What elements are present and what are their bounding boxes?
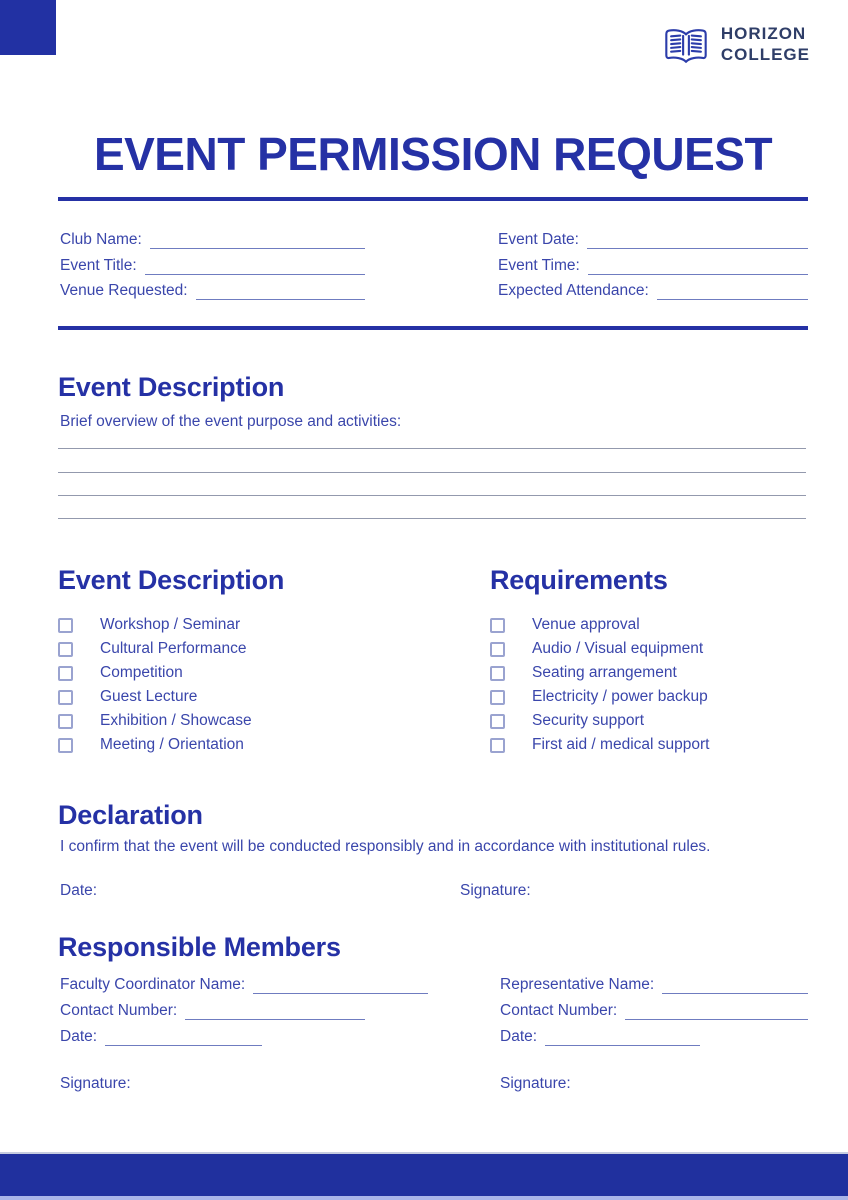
section-divider [58,326,808,330]
checkbox-label: Workshop / Seminar [100,616,241,633]
field-label: Expected Attendance: [498,282,649,299]
representative-column [500,976,808,1054]
checkbox-label: Cultural Performance [100,640,247,657]
field-label: Faculty Coordinator Name: [60,976,246,993]
checkbox-label: Competition [100,664,183,681]
checkbox[interactable] [490,642,505,657]
description-write-area [58,426,806,519]
open-book-icon [662,22,710,68]
checkbox[interactable] [58,666,73,681]
checkbox[interactable] [490,666,505,681]
checkbox-label: Electricity / power backup [532,688,708,705]
blank-writing-line[interactable] [58,449,806,472]
declaration-sign-row [60,882,800,902]
blank-writing-line[interactable] [58,426,806,449]
checkbox-row-cultural-performance [58,637,428,661]
field-label: Date: [500,1028,538,1045]
checkbox-label: Seating arrangement [532,664,677,681]
blank-underline[interactable] [196,286,365,300]
checkbox[interactable] [58,738,73,753]
checkbox-label: Guest Lecture [100,688,198,705]
blank-writing-line[interactable] [58,496,806,519]
field-expected-attendance [498,282,808,300]
college-logo [662,22,810,68]
footer-accent-strip [0,1196,848,1200]
checkbox-label: Venue approval [532,616,640,633]
checkbox[interactable] [490,738,505,753]
faculty-coordinator-column [60,976,428,1054]
event-description-hint: Brief overview of the event purpose and activities: [60,413,402,430]
logo-text-line2: COLLEGE [720,45,810,64]
checkbox-row-first-aid [490,733,808,757]
event-types-list [58,613,428,757]
form-title: EVENT PERMISSION REQUEST [93,128,773,180]
checkbox-label: Meeting / Orientation [100,736,244,753]
field-label: Contact Number: [60,1002,178,1019]
field-label: Date: [60,1028,98,1045]
field-label: Contact Number: [500,1002,618,1019]
checkbox-row-meeting-orientation [58,733,428,757]
checkbox-row-electricity [490,685,808,709]
field-faculty-coordinator-name [60,976,428,994]
checkbox-label: Audio / Visual equipment [532,640,704,657]
field-event-date [498,231,808,249]
blank-writing-line[interactable] [58,473,806,496]
checkbox-label: Exhibition / Showcase [100,712,252,729]
checkbox[interactable] [58,714,73,729]
blank-underline[interactable] [588,261,808,275]
checkbox-label: First aid / medical support [532,736,710,753]
declaration-heading: Declaration [58,800,203,830]
field-label: Club Name: [60,231,142,248]
requirements-heading: Requirements [490,565,668,595]
checkbox-row-audio-visual [490,637,808,661]
field-club-name [60,231,365,249]
checkbox[interactable] [490,714,505,729]
checkbox-row-guest-lecture [58,685,428,709]
logo-text-line1: HORIZON [720,24,807,44]
blank-underline[interactable] [662,980,808,994]
field-faculty-date [60,1028,262,1046]
declaration-section [58,800,808,899]
field-label: Event Date: [498,231,579,248]
blank-underline[interactable] [657,286,808,300]
event-description-heading: Event Description [58,372,285,402]
checkbox[interactable] [58,618,73,633]
top-fields-left-column [60,231,365,308]
field-label: Venue Requested: [60,282,188,299]
field-label: Event Time: [498,256,580,274]
footer-band [0,1152,848,1200]
responsible-members-heading: Responsible Members [58,932,341,962]
blank-underline[interactable] [253,980,428,994]
blank-underline[interactable] [587,235,808,249]
field-label: Representative Name: [500,976,655,993]
field-representative-contact-number [500,1002,808,1020]
blank-underline[interactable] [145,261,365,275]
blank-underline[interactable] [545,1032,700,1046]
requirements-list [490,613,808,757]
checkbox-row-competition [58,661,428,685]
corner-accent [0,0,56,55]
declaration-date-label: Date: [60,882,98,899]
event-types-heading: Event Description [58,565,285,595]
checkbox[interactable] [490,618,505,633]
field-representative-name [500,976,808,994]
checkbox[interactable] [58,642,73,657]
field-event-title [60,257,365,275]
field-faculty-contact-number [60,1002,365,1020]
top-fields-right-column [498,231,808,308]
field-venue-requested [60,282,365,300]
blank-underline[interactable] [625,1006,808,1020]
representative-signature-label: Signature: [500,1075,571,1092]
blank-underline[interactable] [150,235,365,249]
checkbox-row-security [490,709,808,733]
requirements-column [490,565,808,757]
title-divider [58,197,808,201]
checkbox[interactable] [58,690,73,705]
field-event-time [498,257,808,275]
event-types-column [58,565,428,757]
event-description-section [58,372,808,430]
checkbox-row-exhibition-showcase [58,709,428,733]
faculty-signature-label: Signature: [60,1075,131,1092]
checkbox-label: Security support [532,712,644,729]
checkbox[interactable] [490,690,505,705]
blank-underline[interactable] [185,1006,365,1020]
declaration-signature-label: Signature: [460,882,531,899]
field-representative-date [500,1028,700,1046]
checkbox-row-seating [490,661,808,685]
field-label: Event Title: [60,256,137,274]
declaration-text: I confirm that the event will be conducted responsibly and in accordance with institutional rules. [60,838,711,855]
responsible-members-section [58,932,808,1092]
checkbox-row-workshop-seminar [58,613,428,637]
logo-text [721,24,810,65]
checkbox-row-venue-approval [490,613,808,637]
blank-underline[interactable] [105,1032,262,1046]
